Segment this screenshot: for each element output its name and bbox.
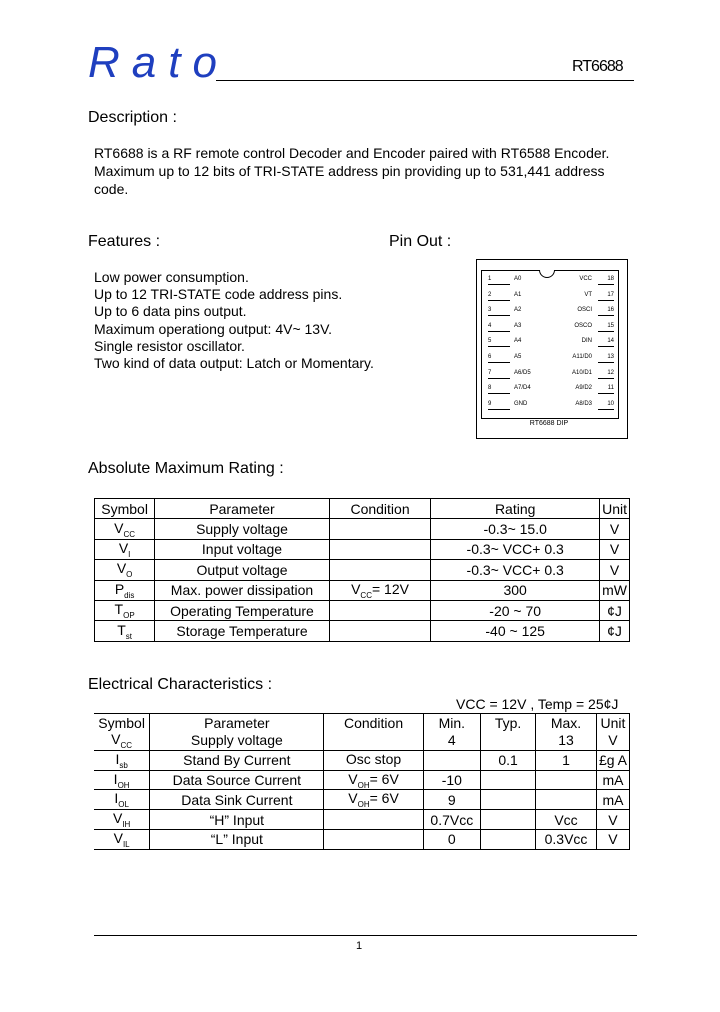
symbol-cell [94,731,150,750]
unit-cell: ¢J [600,600,630,620]
parameter-cell: Operating Temperature [155,600,330,620]
condition-sub: OH [357,800,370,810]
parameter-cell: Stand By Current [150,750,324,770]
pin-row [482,354,618,370]
symbol-cell [95,600,155,620]
symbol-cell [95,519,155,539]
table-row [95,539,630,559]
parameter-cell: Output voltage [155,560,330,580]
symbol-sub: OH [117,780,130,790]
parameter-cell: Supply voltage [150,731,324,750]
pin-name-left: A6/D5 [514,369,531,376]
pin-row [482,307,618,323]
typ-cell [481,829,536,849]
parameter-cell: “L” Input [150,829,324,849]
pin-row [482,292,618,308]
feature-item: Low power consumption. [94,269,249,285]
condition-cell [324,790,423,810]
pin-number-left: 9 [488,401,510,410]
pin-number-left: 1 [488,276,510,285]
symbol-sub: dis [124,590,135,600]
chip-caption: RT6688 DIP [529,420,569,427]
pin-name-right: DIN [581,338,592,345]
col-header: Rating [431,499,600,519]
col-header: Symbol [95,499,155,519]
condition-cell [329,600,431,620]
pin-number-left: 7 [488,370,510,379]
rating-cell: -40 ~ 125 [431,621,600,641]
pin-row [482,338,618,354]
pin-name-right: A9/D2 [575,385,592,392]
col-header: Symbol [98,714,145,731]
symbol-sub: sb [119,760,128,770]
pin-number-right: 18 [598,276,614,285]
symbol-main: V [111,731,121,747]
col-header: Condition [329,499,431,519]
description-line: code. [94,181,129,197]
col-header: Max. [536,714,597,732]
symbol-main: V [113,829,123,846]
symbol-sub: CC [120,740,133,750]
symbol-sub: IH [122,819,131,829]
symbol-main: V [112,810,123,827]
table-row [94,810,630,830]
condition-sub: OH [357,780,370,790]
symbol-sub: I [128,549,131,559]
footer-rule [94,935,637,936]
feature-item: Two kind of data output: Latch or Momentary. [94,355,374,372]
pin-name-left: A4 [514,338,522,345]
symbol-main: I [115,750,120,767]
symbol-main: V [114,519,124,536]
header-rule [216,80,634,81]
col-header: Condition [324,714,423,732]
description-heading: Description : [88,109,177,126]
pin-number-left: 3 [488,307,510,316]
unit-cell: £g A [596,750,629,770]
table-row [95,621,630,641]
min-cell: -10 [423,770,480,790]
parameter-cell: Input voltage [155,539,330,559]
parameter-cell: “H” Input [150,810,324,830]
unit-cell: mW [600,580,630,600]
pin-number-left: 2 [488,292,510,301]
page-number: 1 [356,940,363,952]
feature-item: Maximum operationg output: 4V~ 13V. [94,320,333,337]
table-row [95,519,630,539]
symbol-cell [94,750,150,770]
condition-main: V [348,770,358,787]
col-header: Parameter [150,714,324,732]
condition-main: V [351,580,361,597]
pin-row [482,385,618,401]
unit-cell: V [600,519,630,539]
table-row [95,580,630,600]
rating-cell: -0.3~ VCC+ 0.3 [431,539,600,559]
parameter-cell: Max. power dissipation [155,580,330,600]
rating-cell: 300 [431,580,600,600]
pin-name-left: A2 [514,307,522,314]
elec-condition-note: VCC = 12V , Temp = 25¢J [456,696,619,712]
unit-cell: V [596,829,629,849]
pin-name-left: A0 [514,276,522,282]
pinout-heading: Pin Out : [389,233,452,250]
pin-name-left: A7/D4 [514,385,531,392]
col-header: Unit [596,714,629,732]
table-row [94,731,630,750]
typ-cell [481,770,536,790]
abs-max-table [94,498,630,642]
condition-cell [329,519,431,539]
symbol-cell [95,580,155,600]
elec-heading: Electrical Characteristics : [88,676,273,693]
col-header: Typ. [481,714,536,732]
table-row [94,790,630,810]
unit-cell: V [596,810,629,830]
typ-cell: 0.1 [481,750,536,770]
chip-diagram [481,270,619,419]
max-cell: 1 [536,750,597,770]
pin-name-right: A10/D1 [571,369,592,376]
pin-name-right: OSCI [577,307,592,314]
unit-cell: mA [596,790,629,810]
symbol-main: I [113,770,118,787]
pin-row [482,370,618,386]
condition-cell [329,560,431,580]
pin-row [482,401,618,417]
parameter-cell: Storage Temperature [155,621,330,641]
pin-name-left: A1 [514,291,522,298]
elec-table [94,713,630,850]
pin-number-right: 10 [598,401,614,410]
symbol-main: T [117,621,126,638]
max-cell [536,770,597,790]
pin-number-right: 13 [598,354,614,363]
condition-sub: CC [360,590,372,600]
abs-max-heading: Absolute Maximum Rating : [88,460,284,477]
pin-row [482,323,618,339]
pin-number-left: 6 [488,354,510,363]
condition-main: V [348,790,358,807]
symbol-cell [94,790,150,810]
min-cell [423,750,480,770]
symbol-cell [94,829,150,849]
features-list [94,269,374,372]
parameter-cell: Data Sink Current [150,790,324,810]
col-header: Unit [600,499,630,519]
feature-item: Up to 12 TRI-STATE code address pins. [94,286,343,303]
features-heading: Features : [88,233,161,250]
rating-cell: -20 ~ 70 [431,600,600,620]
pin-number-left: 4 [488,323,510,332]
feature-item: Single resistor oscillator. [94,337,245,354]
max-cell: Vcc [536,810,597,830]
description-text [94,144,654,198]
condition-rest: = 6V [369,770,399,787]
description-line: RT6688 is a RF remote control Decoder and Encoder paired with RT6588 Encoder. [94,145,610,161]
pin-number-right: 15 [598,323,614,332]
symbol-sub: st [125,631,132,641]
col-header: Min. [423,714,480,732]
pin-number-left: 8 [488,385,510,394]
symbol-cell [95,560,155,580]
pin-number-left: 5 [488,338,510,347]
condition-rest: = 6V [369,790,399,807]
min-cell: 4 [423,731,480,750]
max-cell: 13 [536,731,597,750]
description-line: Maximum up to 12 bits of TRI-STATE address pin providing up to 531,441 address [94,163,605,179]
unit-cell: mA [596,770,629,790]
typ-cell [481,790,536,810]
table-row [94,750,630,770]
symbol-sub: OL [118,800,129,810]
unit-cell: V [600,539,630,559]
part-number: RT6688 [572,58,623,75]
symbol-sub: IL [122,839,130,849]
max-cell [536,790,597,810]
symbol-sub: O [126,570,133,580]
max-cell: 0.3Vcc [536,829,597,849]
condition-cell [324,829,423,849]
symbol-sub: CC [123,529,136,539]
symbol-sub: OP [123,611,135,621]
symbol-cell [94,770,150,790]
symbol-cell [95,621,155,641]
symbol-main: P [114,580,125,597]
col-header: Parameter [155,499,330,519]
table-row [94,829,630,849]
condition-cell [324,731,423,750]
parameter-cell: Data Source Current [150,770,324,790]
symbol-main: T [114,601,124,618]
pin-row [482,276,618,292]
parameter-cell: Supply voltage [155,519,330,539]
min-cell: 9 [423,790,480,810]
pin-name-right: OSCO [574,322,592,329]
pin-name-right: VCC [579,276,592,282]
pin-number-right: 17 [598,292,614,301]
unit-cell: V [596,731,629,750]
typ-cell [481,810,536,830]
pin-number-right: 11 [598,385,614,394]
pin-name-right: A8/D3 [575,400,592,407]
condition-rest: = 12V [371,580,409,597]
pin-name-right: A11/D0 [572,354,592,360]
symbol-cell [95,539,155,559]
condition-cell [329,621,431,641]
rating-cell: -0.3~ VCC+ 0.3 [431,560,600,580]
table-row [94,770,630,790]
pin-number-right: 12 [598,370,614,379]
table-header-row [94,714,630,732]
table-row [95,600,630,620]
symbol-cell [94,810,150,830]
pin-number-right: 14 [598,338,614,347]
pin-name-left: A3 [514,322,522,329]
min-cell: 0 [423,829,480,849]
condition-cell [329,539,431,559]
condition-main: Osc stop [345,750,402,767]
condition-cell [324,810,423,830]
company-logo: Rato [88,38,229,87]
feature-item: Up to 6 data pins output. [94,303,247,320]
condition-cell [324,750,423,770]
symbol-main: I [114,790,119,807]
min-cell: 0.7Vcc [423,810,480,830]
pin-name-left: A5 [514,354,522,360]
table-header-row [95,499,630,519]
typ-cell [481,731,536,750]
pin-number-right: 16 [598,307,614,316]
pin-name-left: GND [514,400,528,407]
pin-name-right: VT [584,291,592,298]
rating-cell: -0.3~ 15.0 [431,519,600,539]
condition-cell [329,580,431,600]
condition-cell [324,770,423,790]
unit-cell: V [600,560,630,580]
symbol-main: V [116,560,127,577]
table-row [95,560,630,580]
unit-cell: ¢J [600,621,630,641]
symbol-main: V [118,540,129,557]
